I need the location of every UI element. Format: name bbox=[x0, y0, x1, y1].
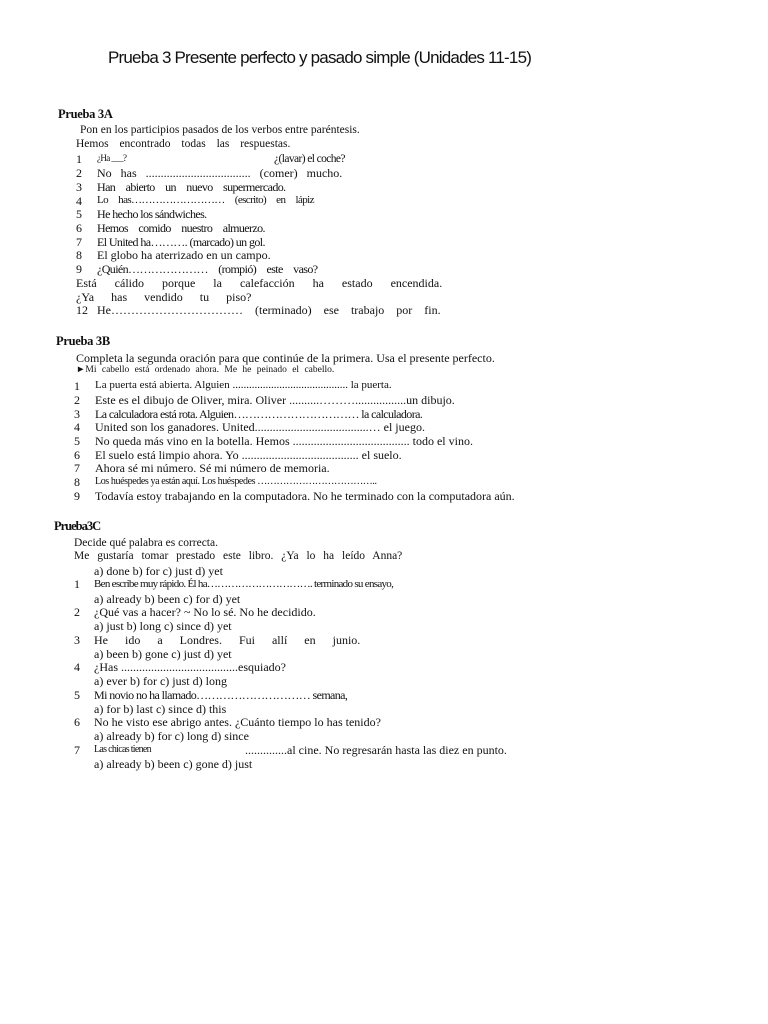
item-text: He ido a Londres. Fui allí en junio. bbox=[94, 633, 361, 647]
item-text: Mi novio no ha llamado………………………… semana, bbox=[94, 688, 348, 702]
item-number: 1 bbox=[74, 379, 80, 393]
section-b-heading: Prueba 3B bbox=[56, 334, 110, 348]
item-number: 2 bbox=[74, 393, 80, 407]
item-number: 1 bbox=[76, 152, 82, 166]
item-text: La calculadora está rota. Alguien…………………………… la calculadora. bbox=[95, 407, 423, 421]
item-text: ¿Ya has vendido tu piso? bbox=[76, 290, 252, 304]
item-text: El suelo está limpio ahora. Yo ....................................... el suelo. bbox=[95, 448, 402, 462]
item-text: No queda más vino en la botella. Hemos ....................................... todo el vino. bbox=[95, 434, 473, 448]
item-text: United son los ganadores. United......................................… el juego. bbox=[95, 420, 425, 434]
item-number: 7 bbox=[76, 235, 82, 249]
item-number: 5 bbox=[74, 688, 80, 702]
item-options: a) already b) for c) long d) since bbox=[94, 729, 249, 743]
item-number: 1 bbox=[74, 577, 80, 591]
item-number: 4 bbox=[74, 660, 80, 674]
section-a-example: Hemos encontrado todas las respuestas. bbox=[76, 138, 291, 150]
section-c-instruction: Decide qué palabra es correcta. bbox=[74, 537, 218, 549]
item-number: 3 bbox=[74, 633, 80, 647]
section-a-instruction: Pon en los participios pasados de los verbos entre paréntesis. bbox=[80, 124, 360, 136]
item-text: Todavía estoy trabajando en la computadora. No he terminado con la computadora aún. bbox=[95, 489, 515, 503]
item-number: 7 bbox=[74, 461, 80, 475]
item-number: 9 bbox=[76, 262, 82, 276]
item-options: a) for b) last c) since d) this bbox=[94, 702, 227, 716]
item-text: Ahora sé mi número. Sé mi número de memoria. bbox=[95, 461, 330, 475]
page-title: Prueba 3 Presente perfecto y pasado simple (Unidades 11-15) bbox=[108, 48, 532, 67]
item-number: 3 bbox=[74, 407, 80, 421]
item-text: La puerta está abierta. Alguien .......................................... la puerta. bbox=[95, 379, 392, 391]
item-number: 4 bbox=[74, 420, 80, 434]
item-text: Han abierto un nuevo supermercado. bbox=[97, 180, 286, 194]
item-text: ..............al cine. No regresarán hasta las diez en punto. bbox=[245, 743, 507, 757]
item-text: Ben escribe muy rápido. Él ha…………………………. terminado su ensayo, bbox=[94, 578, 394, 590]
section-b-instruction: Completa la segunda oración para que continúe de la primera. Usa el presente perfecto. bbox=[76, 351, 495, 365]
item-number: 7 bbox=[74, 743, 80, 757]
item-text: El United ha………. (marcado) un gol. bbox=[97, 235, 265, 249]
item-text: ¿Quién………………… (rompió) este vaso? bbox=[97, 262, 318, 276]
section-b-example: ►Mi cabello está ordenado ahora. Me he peinado el cabello. bbox=[76, 365, 335, 375]
item-number: 6 bbox=[76, 221, 82, 235]
item-text: No has ................................... (comer) mucho. bbox=[97, 166, 343, 180]
item-number: 12 bbox=[76, 303, 88, 317]
item-number: 2 bbox=[76, 166, 82, 180]
item-options: a) ever b) for c) just d) long bbox=[94, 674, 227, 688]
item-text: Hemos comido nuestro almuerzo. bbox=[97, 221, 265, 235]
item-number: 8 bbox=[74, 475, 80, 489]
item-options: a) just b) long c) since d) yet bbox=[94, 619, 232, 633]
item-number: 6 bbox=[74, 715, 80, 729]
item-number: 6 bbox=[74, 448, 80, 462]
item-text: Las chicas tienen bbox=[94, 744, 151, 755]
item-text: ¿Qué vas a hacer? ~ No lo sé. No he decidido. bbox=[94, 605, 316, 619]
item-options: a) already b) been c) for d) yet bbox=[94, 592, 241, 606]
item-number: 9 bbox=[74, 489, 80, 503]
item-number: 3 bbox=[76, 180, 82, 194]
item-text: Está cálido porque la calefacción ha estado encendida. bbox=[76, 276, 443, 290]
item-number: 8 bbox=[76, 248, 82, 262]
section-c-example: Me gustaría tomar prestado este libro. ¿Ya lo ha leído Anna? bbox=[74, 550, 403, 562]
example-options: a) done b) for c) just d) yet bbox=[94, 564, 223, 578]
item-text: No he visto ese abrigo antes. ¿Cuánto tiempo lo has tenido? bbox=[94, 715, 381, 729]
item-text: El globo ha aterrizado en un campo. bbox=[97, 248, 271, 262]
item-options: a) already b) been c) gone d) just bbox=[94, 757, 253, 771]
item-text: ¿Ha ___? bbox=[97, 153, 127, 163]
item-number: 4 bbox=[76, 194, 82, 208]
item-text: Los huéspedes ya están aquí. Los huéspedes ……………………………….. bbox=[95, 476, 377, 487]
section-c-heading: Prueba3C bbox=[54, 519, 101, 533]
item-number: 5 bbox=[74, 434, 80, 448]
item-text: He hecho los sándwiches. bbox=[97, 207, 207, 221]
item-text: Lo has……………………… (escrito) en lápiz bbox=[97, 194, 314, 206]
item-options: a) been b) gone c) just d) yet bbox=[94, 647, 232, 661]
item-text: ¿Has .......................................esquiado? bbox=[94, 660, 286, 674]
item-text: ¿(lavar) el coche? bbox=[274, 153, 345, 165]
item-number: 5 bbox=[76, 207, 82, 221]
item-number: 2 bbox=[74, 605, 80, 619]
item-text: He…………………………… (terminado) ese trabajo por fin. bbox=[97, 303, 441, 317]
item-text: Este es el dibujo de Oliver, mira. Oliver ..........……….................un dibujo. bbox=[95, 393, 455, 407]
section-a-heading: Prueba 3A bbox=[58, 107, 113, 121]
